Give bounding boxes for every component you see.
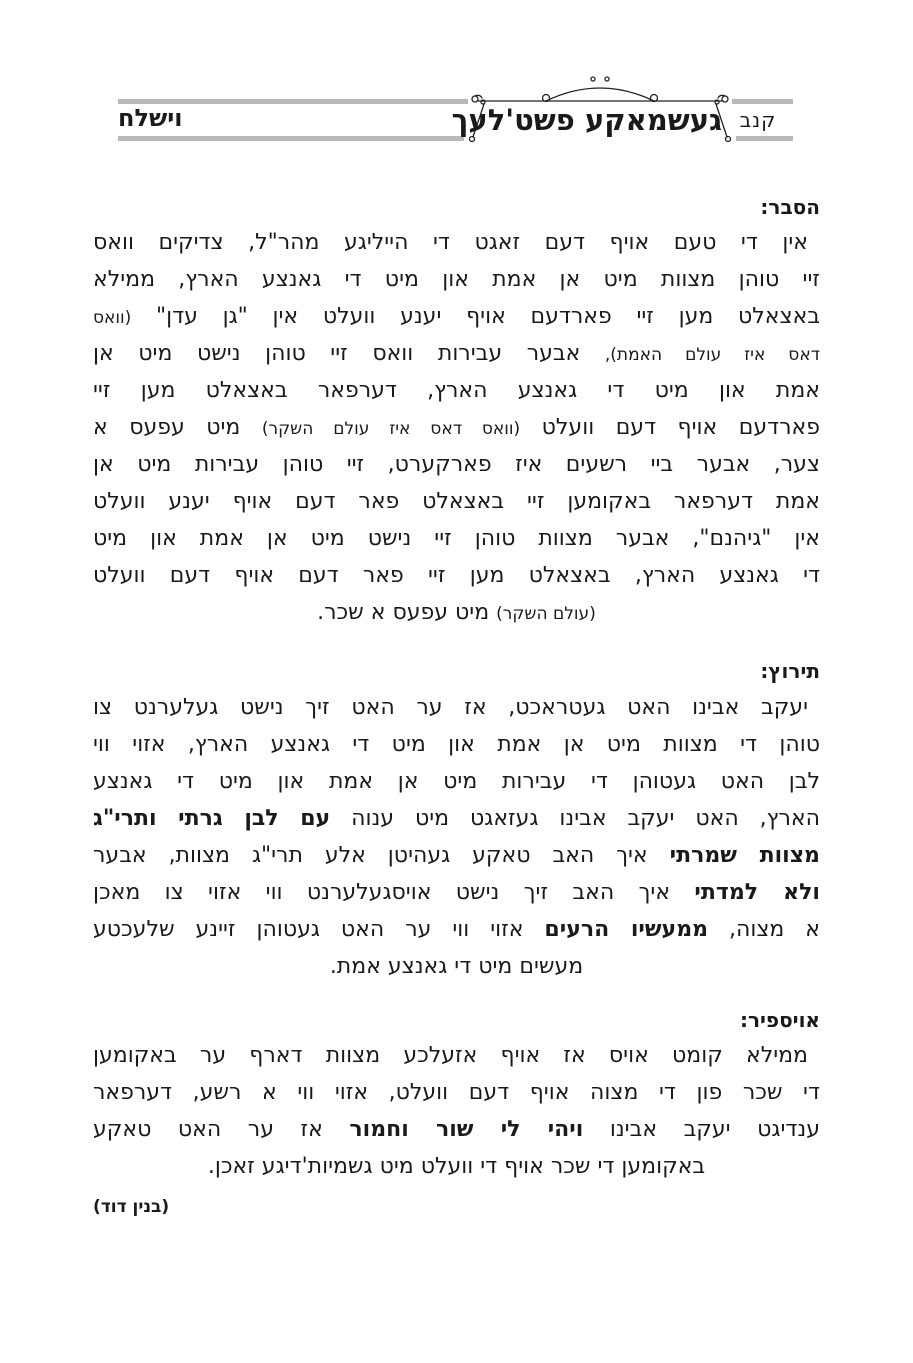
text-line [93,298,820,335]
emphasis-text: מצוות שמרתי [669,843,820,868]
section-heading-oisfir: אויספיר: [740,1008,820,1032]
text-line [93,335,820,372]
section-heading-hesber: הסבר: [760,195,820,219]
text-line [93,1148,820,1185]
paragraph-teirutz [93,689,820,985]
body-text: איך האב זיך נישט אויסגעלערנט ווי אזוי צו מאכן [93,880,695,905]
body-text: פארדעם אויף דעם וועלט [520,415,820,440]
body-text: ענדיגט יעקב אבינו [583,1117,820,1142]
emphasis-text: ולא למדתי [694,880,820,905]
parsha-name: וישלח [118,104,183,132]
text-line [93,372,820,409]
body-text: לבן האט געטוהן די עבירות מיט אן אמת און מיט די גאנצע [93,769,820,794]
text-line [93,557,820,594]
body-text: א מצוה, [708,917,820,942]
text-line [93,837,820,874]
body-text: באקומען די שכר אויף די וועלט מיט גשמיות'דיגע זאכן. [207,1154,706,1179]
text-line [93,483,820,520]
text-line [93,446,820,483]
body-text: אמת דערפאר באקומען זיי באצאלט פאר דעם אויף יענע וועלט [93,489,820,514]
paragraph-oisfir [93,1037,820,1185]
body-text: הארץ, האט יעקב אבינו געזאגט מיט ענוה [330,806,820,831]
text-line [93,520,820,557]
header-rule [736,136,793,141]
text-line [93,409,820,446]
body-text: אזוי ווי ער האט געטוהן זיינע שלעכטע [93,917,545,942]
text-line [93,224,820,261]
body-text: איך האב טאקע געהיטן אלע תרי"ג מצוות, אבער [93,843,670,868]
parenthetical-text: (עולם השקר) [496,604,596,624]
text-line [93,689,820,726]
text-line [93,261,820,298]
body-text: טוהן די מצוות מיט אן אמת און מיט די גאנצע הארץ, אזוי ווי [93,732,820,757]
text-line [93,594,820,631]
text-line [93,726,820,763]
parenthetical-text: דאס איז עולם האמת), [604,345,820,365]
body-text: צער, אבער ביי רשעים איז פארקערט, זיי טוהן עבירות מיט אן [93,452,820,477]
body-text: אבער עבירות וואס זיי טוהן נישט מיט אן [93,341,605,366]
text-line [93,1111,820,1148]
section-heading-teirutz: תירוץ: [760,659,820,683]
body-text: אין "גיהנם", אבער מצוות טוהן זיי נישט מיט אן אמת און מיט [93,526,820,551]
header-rule [732,99,793,104]
page-number: קנב [739,108,777,132]
text-line [93,1037,820,1074]
emphasis-text: ממעשיו הרעים [544,917,709,942]
body-text: ממילא קומט אויס אז אויף אזעלכע מצוות דארף ער באקומען [93,1043,808,1068]
text-line [93,911,820,948]
body-text: אז ער האט טאקע [93,1117,350,1142]
body-text: מיט עפעס א [93,415,262,440]
body-text: באצאלט מען זיי פארדעם אויף יענע וועלט אין "גן עדן" [131,304,820,329]
body-text: מיט עפעס א שכר. [317,600,497,625]
body-text: זיי טוהן מצוות מיט אן אמת און מיט די גאנצע הארץ, ממילא [93,267,820,292]
text-line [93,1074,820,1111]
body-text: אין די טעם אויף דעם זאגט די הייליגע מהר"ל, צדיקים וואס [93,230,808,255]
body-text: די גאנצע הארץ, באצאלט מען זיי פאר דעם אויף דעם וועלט [93,563,820,588]
text-line [93,874,820,911]
parenthetical-text: (וואס דאס איז עולם השקר) [261,419,521,439]
text-line [93,948,820,985]
body-text: יעקב אבינו האט געטראכט, אז ער האט זיך נישט געלערנט צו [93,695,808,720]
source-citation: (בנין דוד) [93,1197,170,1217]
emphasis-text: ויהי לי שור וחמור [349,1117,584,1142]
emphasis-text: עם לבן גרתי ותרי"ג [93,806,331,831]
book-title: געשמאקע פשט'לעך [451,103,722,137]
paragraph-hesber [93,224,820,631]
parenthetical-text: (וואס [93,308,132,328]
text-line [93,763,820,800]
text-line [93,800,820,837]
header-rule [118,136,464,141]
body-text: די שכר פון די מצוה אויף דעם וועלט, אזוי ווי א רשע, דערפאר [93,1080,820,1105]
body-text: אמת און מיט די גאנצע הארץ, דערפאר באצאלט מען זיי [93,378,820,403]
body-text: מעשים מיט די גאנצע אמת. [329,954,584,979]
